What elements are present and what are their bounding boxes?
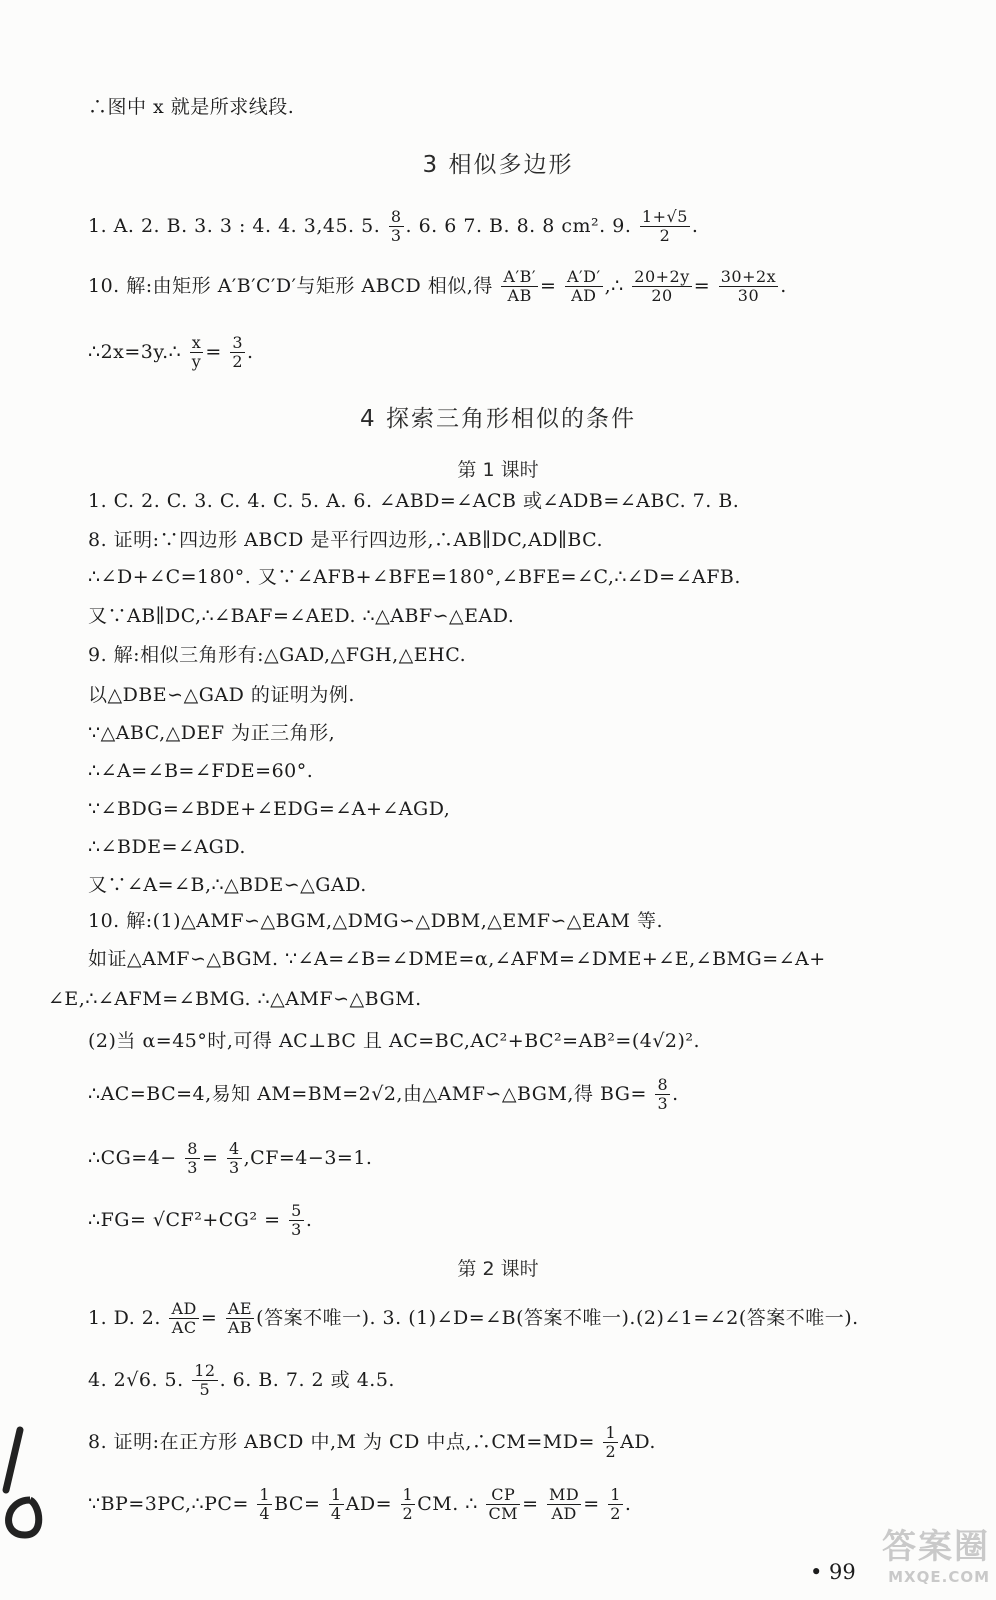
lesson-1-line: 8. 证明:∵四边形 ABCD 是平行四边形,∴AB∥DC,AD∥BC. — [88, 529, 604, 551]
fraction: $\frac{1}{4}$ — [330, 1485, 342, 1524]
page-number: • 99 — [810, 1560, 856, 1584]
fraction: $\frac{CP}{CM}$ — [488, 1485, 519, 1524]
fraction: $\frac{1}{4}$ — [259, 1485, 271, 1524]
lesson-1-line: 如证△AMF∽△BGM. ∵∠A=∠B=∠DME=α,∠AFM=∠DME+∠E,∠BMG=∠A+ — [88, 948, 826, 970]
fraction: $\frac{x}{y}$ — [191, 333, 202, 372]
fraction: $\frac{8}{3}$ — [390, 207, 402, 246]
fraction: $\frac{1}{2}$ — [402, 1485, 414, 1524]
lesson-2-answers-4-7: 4. 2√6. 5. $\frac{12}{5}$ . 6. B. 7. 2 或 4.5. — [88, 1361, 395, 1400]
fraction: $\frac{12}{5}$ — [194, 1361, 216, 1400]
pen-mark-drawing — [0, 1420, 60, 1540]
section-4-title: 4 探索三角形相似的条件 — [360, 406, 636, 432]
lesson-1-cg-line: ∴CG=4− $\frac{8}{3}$ = $\frac{4}{3}$ ,CF=4−3=1. — [88, 1139, 373, 1178]
lesson-1-line: ∵△ABC,△DEF 为正三角形, — [88, 722, 336, 744]
lesson-1-line: ∵∠BDG=∠BDE+∠EDG=∠A+∠AGD, — [88, 798, 451, 820]
section-3-answer-10-conclusion: ∴2x=3y.∴ $\frac{x}{y}$ = $\frac{3}{2}$ . — [88, 333, 254, 372]
lesson-1-fg-line: ∴FG= √CF²+CG² = $\frac{5}{3}$ . — [88, 1201, 313, 1240]
lesson-1-line: 10. 解:(1)△AMF∽△BGM,△DMG∽△DBM,△EMF∽△EAM 等. — [88, 910, 664, 932]
fraction: $\frac{1}{2}$ — [605, 1423, 617, 1462]
fraction: $\frac{A'D'}{AD}$ — [566, 267, 601, 306]
lesson-1-line: ∴∠A=∠B=∠FDE=60°. — [88, 760, 314, 782]
fraction: $\frac{AD}{AC}$ — [171, 1299, 197, 1338]
lesson-1-line: (2)当 α=45°时,可得 AC⊥BC 且 AC=BC,AC²+BC²=AB²=(4√2)². — [88, 1030, 701, 1052]
lesson-1-line: 又∵AB∥DC,∴∠BAF=∠AED. ∴△ABF∽△EAD. — [88, 605, 515, 627]
fraction: $\frac{20+2y}{20}$ — [634, 267, 690, 306]
lesson-1-line: 以△DBE∽△GAD 的证明为例. — [88, 684, 355, 706]
fraction: $\frac{3}{2}$ — [232, 333, 243, 372]
fraction: $\frac{8}{3}$ — [657, 1075, 669, 1114]
fraction: $\frac{1}{2}$ — [610, 1485, 621, 1524]
fraction: $\frac{4}{3}$ — [228, 1139, 240, 1178]
top-conclusion-line: ∴图中 x 就是所求线段. — [88, 96, 295, 118]
lesson-2-answers-1-3: 1. D. 2. $\frac{AD}{AC}$ = $\frac{AE}{AB}$ (答案不唯一). 3. (1)∠D=∠B(答案不唯一).(2)∠1=∠2(答案不唯一). — [88, 1299, 859, 1338]
lesson-1-line: 1. C. 2. C. 3. C. 4. C. 5. A. 6. ∠ABD=∠ACB 或∠ADB=∠ABC. 7. B. — [88, 490, 740, 512]
fraction: $\frac{8}{3}$ — [187, 1139, 198, 1178]
fraction: $\frac{A'B'}{AB}$ — [503, 267, 536, 306]
fraction: $\frac{1+√5}{2}$ — [641, 207, 688, 246]
lesson-1-line: ∴∠BDE=∠AGD. — [88, 836, 246, 858]
lesson-1-line: ∠E,∴∠AFM=∠BMG. ∴△AMF∽△BGM. — [48, 988, 422, 1010]
watermark-logo: 答案圈 MXQE.COM — [882, 1527, 990, 1586]
section-3-answers-1-9: 1. A. 2. B. 3. 3 : 4. 4. 3,45. 5. $\frac{8}{3}$ . 6. 6 7. B. 8. 8 cm². 9. $\frac{1+√5}{2}$ . — [88, 207, 699, 246]
section-3-title: 3 相似多边形 — [422, 152, 574, 178]
lesson-1-line: 又∵∠A=∠B,∴△BDE∽△GAD. — [88, 874, 367, 896]
fraction: $\frac{AE}{AB}$ — [227, 1299, 253, 1338]
lesson-2-answer-8-continued: ∵BP=3PC,∴PC= $\frac{1}{4}$ BC= $\frac{1}{4}$ AD= $\frac{1}{2}$ CM. ∴ $\frac{CP}{CM}$ = $\frac{MD}{AD}$ = $\frac{1}{2}$ . — [88, 1485, 632, 1524]
lesson-2-title: 第 2 课时 — [457, 1258, 539, 1280]
lesson-2-answer-8: 8. 证明:在正方形 ABCD 中,M 为 CD 中点,∴CM=MD= $\frac{1}{2}$ AD. — [88, 1423, 656, 1462]
lesson-1-bg-line: ∴AC=BC=4,易知 AM=BM=2√2,由△AMF∽△BGM,得 BG= $\frac{8}{3}$ . — [88, 1075, 679, 1114]
section-3-answer-10: 10. 解:由矩形 A′B′C′D′与矩形 ABCD 相似,得 $\frac{A'B'}{AB}$ = $\frac{A'D'}{AD}$ ,∴ $\frac{20+2y}{20}$ = $\frac{30+2x}{30}$ . — [88, 267, 787, 306]
fraction: $\frac{30+2x}{30}$ — [720, 267, 777, 306]
lesson-1-title: 第 1 课时 — [457, 459, 539, 481]
fraction: $\frac{MD}{AD}$ — [549, 1485, 580, 1524]
lesson-1-line: ∴∠D+∠C=180°. 又∵∠AFB+∠BFE=180°,∠BFE=∠C,∴∠D=∠AFB. — [88, 566, 741, 588]
lesson-1-line: 9. 解:相似三角形有:△GAD,△FGH,△EHC. — [88, 644, 467, 666]
fraction: $\frac{5}{3}$ — [291, 1201, 302, 1240]
